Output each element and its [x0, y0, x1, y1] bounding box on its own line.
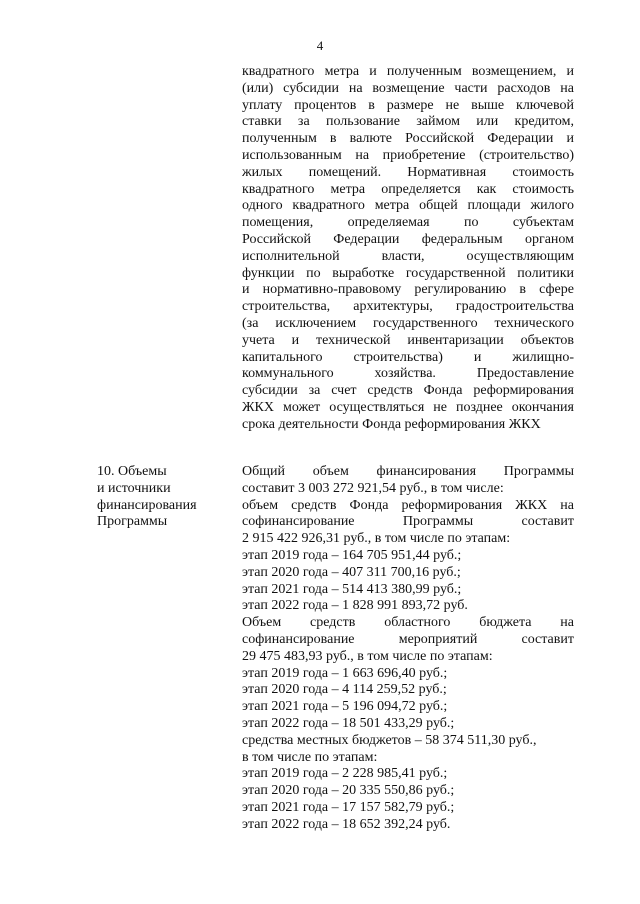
text-line: 2 915 422 926,31 руб., в том числе по этапам: [242, 531, 511, 547]
text-line: этап 2020 года – 407 311 700,16 руб.; [242, 564, 461, 580]
text-line: софинансирование мероприятий составит [242, 631, 574, 647]
section-10-financing-text [242, 464, 574, 834]
text-line: строительства, архитектуры, градостроительства [242, 299, 574, 315]
text-line: одного квадратного метра общей площади жилого [242, 198, 574, 214]
text-line: этап 2019 года – 164 705 951,44 руб.; [242, 547, 462, 563]
text-line: жилых помещений. Нормативная стоимость [242, 164, 574, 180]
text-line: ЖКХ может осуществляться не позднее окончания [242, 399, 574, 415]
text-line: составит 3 003 272 921,54 руб., в том числе: [242, 480, 504, 496]
text-line: софинансирование Программы составит [242, 514, 574, 530]
text-line: (или) субсидии на возмещение части расходов на [242, 80, 574, 96]
section-heading-line: 10. Объемы [97, 464, 167, 479]
text-line: 29 475 483,93 руб., в том числе по этапам: [242, 648, 493, 664]
section-heading-line: и источники [97, 480, 171, 496]
text-line: ставки за пользование займом или кредитом, [242, 114, 574, 130]
text-line: коммунального хозяйства. Предоставление [242, 366, 574, 382]
text-line: этап 2022 года – 1 828 991 893,72 руб. [242, 598, 468, 614]
section-10-heading [97, 464, 227, 531]
text-line: этап 2021 года – 514 413 380,99 руб.; [242, 581, 462, 597]
text-line: срока деятельности Фонда реформирования ЖКХ [242, 416, 541, 432]
text-line: в том числе по этапам: [242, 749, 378, 765]
text-line: средства местных бюджетов – 58 374 511,30 руб., [242, 732, 537, 748]
text-line: исполнительной власти, осуществляющим [242, 248, 574, 264]
text-line: Российской Федерации федеральным органом [242, 231, 574, 247]
text-line: помещения, определяемая по субъектам [242, 215, 574, 231]
section-heading-line: финансирования [97, 497, 197, 513]
text-line: этап 2019 года – 2 228 985,41 руб.; [242, 766, 448, 782]
text-line: этап 2020 года – 4 114 259,52 руб.; [242, 682, 447, 698]
text-line: и нормативно-правовому регулированию в сфере [242, 282, 574, 298]
section-heading-line: Программы [97, 514, 168, 530]
text-line: этап 2022 года – 18 652 392,24 руб. [242, 816, 451, 832]
text-line: Общий объем финансирования Программы [242, 464, 574, 479]
text-line: этап 2022 года – 18 501 433,29 руб.; [242, 715, 455, 731]
text-line: квадратного метра и полученным возмещением, и [242, 64, 574, 79]
text-line: квадратного метра определяется как стоимость [242, 181, 574, 197]
text-line: уплату процентов в размере не выше ключевой [242, 97, 574, 113]
text-line: полученным в валюте Российской Федерации и [242, 131, 574, 147]
page-number: 4 [316, 38, 324, 53]
text-line: этап 2019 года – 1 663 696,40 руб.; [242, 665, 448, 681]
continued-paragraph [242, 64, 574, 434]
text-line: учета и технической инвентаризации объектов [242, 332, 574, 348]
text-line: Объем средств областного бюджета на [242, 615, 574, 631]
text-line: капитального строительства) и жилищно- [242, 349, 574, 365]
text-line: этап 2021 года – 17 157 582,79 руб.; [242, 799, 455, 815]
text-line: функции по выработке государственной политики [242, 265, 574, 281]
text-line: использованным на приобретение (строительство) [242, 147, 574, 163]
text-line: объем средств Фонда реформирования ЖКХ на [242, 497, 574, 513]
text-line: этап 2021 года – 5 196 094,72 руб.; [242, 699, 448, 715]
text-line: субсидии за счет средств Фонда реформирования [242, 383, 574, 399]
text-line: этап 2020 года – 20 335 550,86 руб.; [242, 783, 455, 799]
text-line: (за исключением государственного технического [242, 315, 574, 331]
